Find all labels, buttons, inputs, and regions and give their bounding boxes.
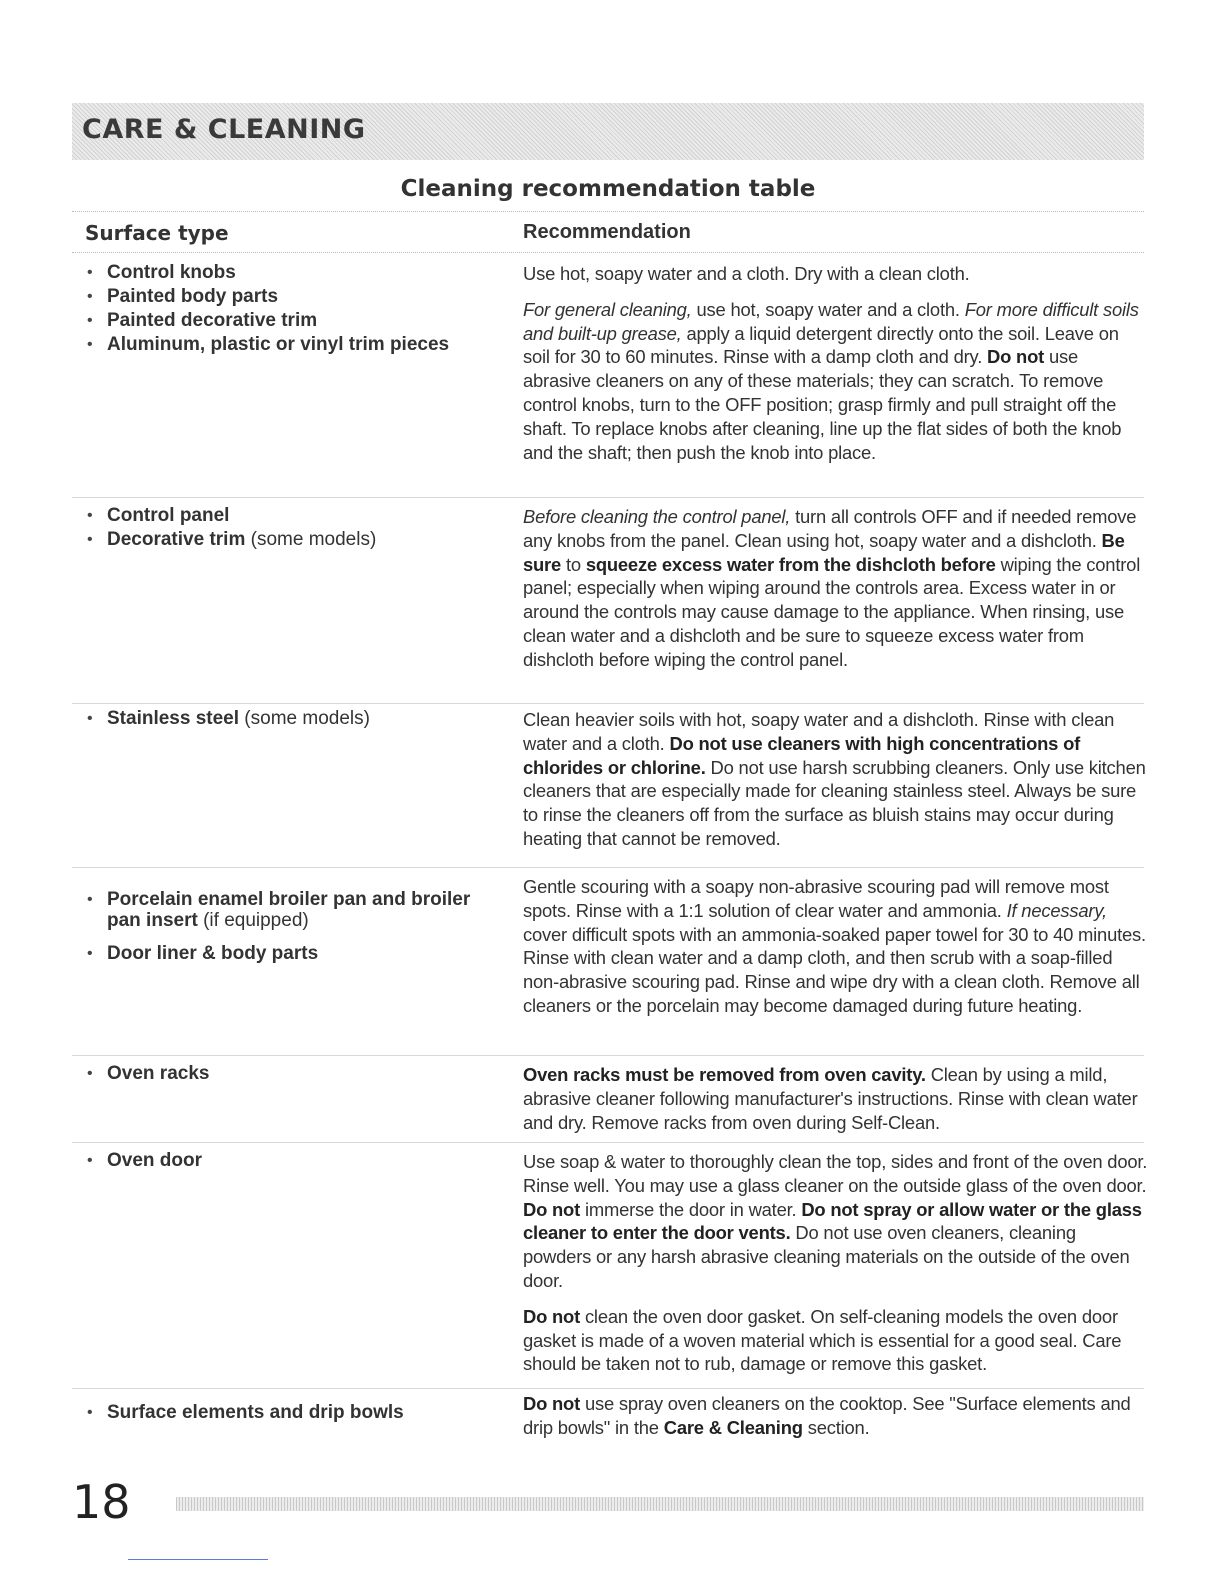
header-top-rule bbox=[72, 211, 1144, 212]
body-text: Gentle scouring with a soapy non-abrasive scouring pad will remove most spots. Rinse with a 1:1 solution of clear water and ammonia. bbox=[523, 876, 1109, 921]
recommendation-paragraph bbox=[523, 298, 1148, 465]
row-divider bbox=[72, 1142, 1144, 1143]
body-text: use hot, soapy water and a cloth. bbox=[691, 298, 965, 320]
recommendation-paragraph bbox=[523, 1305, 1148, 1376]
surface-item bbox=[85, 1402, 505, 1423]
surface-item bbox=[85, 310, 505, 331]
surface-type-cell bbox=[85, 708, 505, 732]
row-divider bbox=[72, 703, 1144, 704]
body-text: wiping the control panel; especially when wiping around the controls area. Excess water in or around the controls may cause damage to the appliance. When rinsing, use clean water and a dishcloth and be sure to squeeze excess water from dishcloth before wiping the control panel. bbox=[523, 553, 1141, 670]
section-banner bbox=[72, 103, 1144, 160]
bullet-icon: • bbox=[87, 1065, 93, 1082]
surface-type-cell bbox=[85, 505, 505, 553]
surface-note: (if equipped) bbox=[197, 910, 309, 931]
header-bottom-rule bbox=[72, 252, 1144, 253]
column-header-recommendation: Recommendation bbox=[523, 221, 691, 243]
recommendation-paragraph bbox=[523, 708, 1148, 851]
bottom-link-rule bbox=[128, 1559, 268, 1560]
emphasis-text: Do not bbox=[987, 346, 1045, 368]
body-text: cover difficult spots with an ammonia-soaked paper towel for 30 to 40 minutes. Rinse with clean water and a damp cloth, and then scrub with a soap-filled non-abrasive scouring pad. Rinse and wipe dry with a clean cloth. Remove all cleaners or the porcelain may become damaged during future heating. bbox=[523, 923, 1146, 1016]
emphasis-text: Be sure bbox=[523, 529, 1125, 575]
body-text: immerse the door in water. bbox=[580, 1198, 802, 1220]
bullet-icon: • bbox=[87, 312, 93, 329]
section-title: CARE & CLEANING bbox=[82, 114, 366, 145]
body-text: use spray oven cleaners on the cooktop. See "Surface elements and drip bowls" in the bbox=[523, 1393, 1131, 1438]
italic-text: Before cleaning the control panel, bbox=[523, 506, 791, 527]
bullet-icon: • bbox=[87, 336, 93, 353]
recommendation-cell bbox=[523, 1392, 1148, 1452]
recommendation-cell bbox=[523, 1150, 1148, 1388]
surface-type-cell bbox=[85, 262, 505, 358]
emphasis-text: Do not bbox=[523, 1198, 581, 1220]
recommendation-paragraph bbox=[523, 875, 1148, 1018]
surface-name: Aluminum, plastic or vinyl trim pieces bbox=[107, 334, 450, 355]
bullet-icon: • bbox=[87, 1152, 93, 1169]
surface-name: Control panel bbox=[107, 505, 230, 526]
bullet-icon: • bbox=[87, 507, 93, 524]
surface-name: Decorative trim bbox=[107, 529, 246, 550]
surface-type-cell bbox=[85, 1150, 505, 1174]
emphasis-text: Do not bbox=[523, 1393, 581, 1414]
surface-item bbox=[85, 943, 505, 964]
bullet-icon: • bbox=[87, 531, 93, 548]
body-text: Use hot, soapy water and a cloth. Dry with a clean cloth. bbox=[523, 263, 970, 284]
surface-note: (some models) bbox=[245, 529, 377, 550]
surface-type-cell bbox=[85, 1063, 505, 1087]
page-number: 18 bbox=[72, 1475, 131, 1529]
recommendation-paragraph bbox=[523, 1063, 1148, 1134]
bullet-icon: • bbox=[87, 1404, 93, 1421]
emphasis-text: Do not use cleaners with high concentrations of chlorides or chlorine. bbox=[523, 732, 1081, 778]
body-text: apply a liquid detergent directly onto the soil. Leave on soil for 30 to 60 minutes. Rinse with a damp cloth and dry. bbox=[523, 322, 1119, 368]
surface-name: Porcelain enamel broiler pan and broiler pan insert bbox=[107, 889, 471, 931]
surface-item bbox=[85, 262, 505, 283]
body-text: Clean by using a mild, abrasive cleaner following manufacturer's instructions. Rinse with clean water and dry. Remove racks from oven during Self-Clean. bbox=[523, 1064, 1138, 1133]
body-text: turn all controls OFF and if needed remove any knobs from the panel. Clean using hot, soapy water and a dishcloth. bbox=[523, 506, 1137, 551]
surface-name: Stainless steel bbox=[107, 708, 240, 729]
surface-item bbox=[85, 334, 505, 355]
row-divider bbox=[72, 1388, 1144, 1389]
surface-note: (some models) bbox=[239, 708, 370, 729]
bullet-icon: • bbox=[87, 945, 93, 962]
italic-text: For more difficult soils and built-up grease, bbox=[523, 298, 1139, 344]
body-text: Do not use harsh scrubbing cleaners. Only use kitchen cleaners that are especially made for cleaning stainless steel. Always be sure to rinse the cleaners off from the surface as bluish stains may occur during heating that cannot be removed. bbox=[523, 756, 1146, 849]
emphasis-text: squeeze excess water from the dishcloth before bbox=[585, 553, 996, 575]
body-text: section. bbox=[802, 1416, 870, 1438]
surface-item bbox=[85, 505, 505, 526]
recommendation-cell bbox=[523, 262, 1148, 476]
emphasis-text: Oven racks must be removed from oven cavity. bbox=[523, 1064, 926, 1085]
surface-name: Surface elements and drip bowls bbox=[107, 1402, 404, 1423]
recommendation-paragraph bbox=[523, 1392, 1148, 1440]
surface-item bbox=[85, 286, 505, 307]
recommendation-cell bbox=[523, 505, 1148, 684]
recommendation-cell bbox=[523, 708, 1148, 863]
italic-text: If necessary, bbox=[1006, 899, 1107, 921]
surface-item bbox=[85, 529, 505, 550]
surface-name: Oven door bbox=[107, 1150, 203, 1171]
surface-item bbox=[85, 708, 505, 729]
body-text: clean the oven door gasket. On self-cleaning models the oven door gasket is made of a woven material which is essential for a good seal. Care should be taken not to rub, damage or remove this gasket. bbox=[523, 1305, 1122, 1375]
emphasis-text: Do not bbox=[523, 1305, 581, 1327]
row-divider bbox=[72, 867, 1144, 868]
bullet-icon: • bbox=[87, 891, 93, 908]
recommendation-paragraph bbox=[523, 505, 1148, 672]
bullet-icon: • bbox=[87, 710, 93, 727]
bullet-icon: • bbox=[87, 264, 93, 281]
surface-name: Painted decorative trim bbox=[107, 310, 318, 331]
body-text: Clean heavier soils with hot, soapy water and a dishcloth. Rinse with clean water and a cloth. bbox=[523, 709, 1115, 754]
surface-item bbox=[85, 1063, 505, 1084]
footer-bar bbox=[176, 1497, 1144, 1511]
body-text: use abrasive cleaners on any of these materials; they can scratch. To remove control knobs, turn to the OFF position; grasp firmly and pull straight off the shaft. To replace knobs after cleaning, line up the flat sides of both the knob and the shaft; then push the knob into place. bbox=[523, 346, 1122, 463]
emphasis-text: Care & Cleaning bbox=[663, 1416, 803, 1438]
column-header-surface-type: Surface type bbox=[85, 221, 229, 245]
surface-name: Door liner & body parts bbox=[107, 943, 319, 964]
recommendation-cell bbox=[523, 1063, 1148, 1146]
body-text: Do not use oven cleaners, cleaning powders or any harsh abrasive cleaning materials on the outside of the oven door. bbox=[523, 1222, 1130, 1291]
table-title: Cleaning recommendation table bbox=[400, 176, 816, 202]
bullet-icon: • bbox=[87, 288, 93, 305]
body-text: Use soap & water to thoroughly clean the top, sides and front of the oven door. Rinse well. You may use a glass cleaner on the outside glass of the oven door. bbox=[523, 1151, 1148, 1196]
surface-item bbox=[85, 1150, 505, 1171]
emphasis-text: Do not spray or allow water or the glass cleaner to enter the door vents. bbox=[523, 1198, 1142, 1244]
row-divider bbox=[72, 1055, 1144, 1056]
recommendation-cell bbox=[523, 875, 1148, 1030]
row-divider bbox=[72, 497, 1144, 498]
italic-text: For general cleaning, bbox=[523, 298, 692, 320]
recommendation-paragraph bbox=[523, 262, 1148, 286]
surface-name: Oven racks bbox=[107, 1063, 210, 1084]
surface-name: Control knobs bbox=[107, 262, 236, 283]
surface-name: Painted body parts bbox=[107, 286, 279, 307]
recommendation-paragraph bbox=[523, 1150, 1148, 1293]
body-text: to bbox=[561, 553, 586, 575]
surface-type-cell bbox=[85, 889, 505, 967]
surface-type-cell bbox=[85, 1402, 505, 1426]
surface-item bbox=[85, 889, 505, 931]
